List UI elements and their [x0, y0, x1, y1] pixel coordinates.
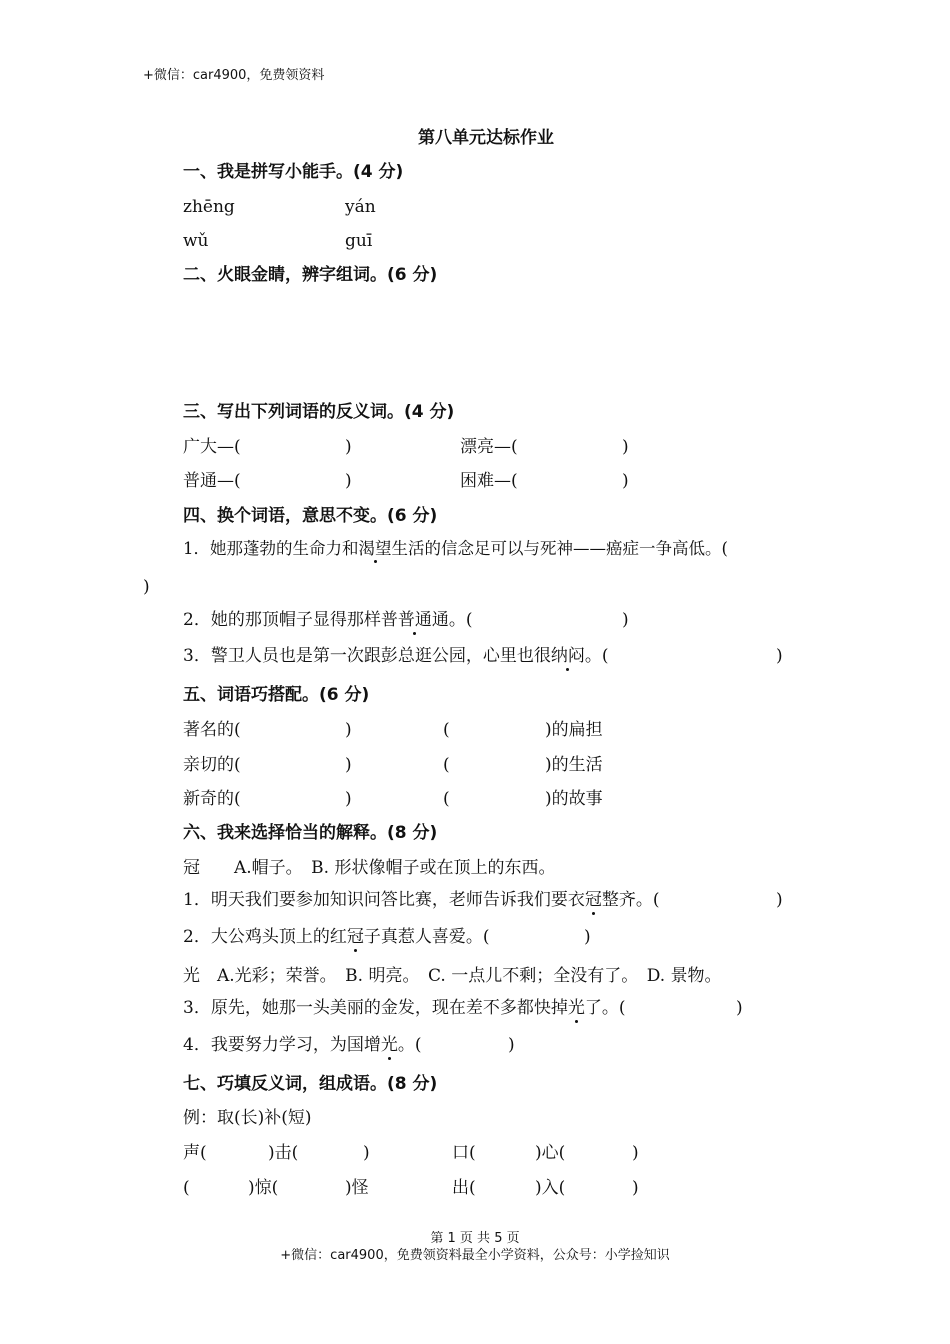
blank-close: ): [345, 755, 352, 775]
match-left: 新奇的(: [183, 789, 241, 809]
idiom-part: 声(: [183, 1143, 207, 1163]
q-text: 1．明天我们要参加知识问答比赛，老师告诉我们要衣: [183, 890, 585, 910]
blank-close: ): [143, 577, 150, 597]
blank-close: ): [345, 789, 352, 809]
blank-close: ): [776, 646, 783, 666]
section-7-heading: 七、巧填反义词，组成语。(8 分): [183, 1074, 438, 1094]
blank-close: ): [508, 1035, 515, 1055]
blank-open: (: [443, 755, 450, 775]
antonym-item: 漂亮—(: [460, 437, 518, 457]
match-left: 亲切的(: [183, 755, 241, 775]
match-right: )的故事: [545, 789, 603, 809]
idiom-part: )入(: [535, 1178, 566, 1198]
blank-close: ): [345, 437, 352, 457]
section-1-heading: 一、我是拼写小能手。(4 分): [183, 162, 404, 182]
page-title: 第八单元达标作业: [418, 128, 554, 148]
q-text: 生活的信念足可以与死神——癌症一争高低。(: [391, 539, 728, 558]
definition-line: 光 A.光彩；荣誉。 B. 明亮。 C. 一点儿不剩；全没有了。 D. 景物。: [183, 966, 722, 986]
q-text: 4．我要努力学习，为国增: [183, 1035, 381, 1055]
blank-close: ): [622, 471, 629, 491]
idiom-part: )击(: [268, 1143, 299, 1163]
idiom-part: ): [363, 1143, 370, 1163]
section-4-heading: 四、换个词语，意思不变。(6 分): [183, 506, 438, 526]
blank-close: ): [736, 998, 743, 1018]
emphasized-word: 普普通通: [380, 610, 449, 630]
question: [183, 539, 728, 559]
idiom-part: )心(: [535, 1143, 566, 1163]
question: [183, 927, 489, 947]
blank-close: ): [345, 471, 352, 491]
antonym-item: 广大—(: [183, 437, 241, 457]
blank-close: ): [584, 927, 591, 947]
antonym-item: 困难—(: [460, 471, 518, 491]
emphasized-word: 光: [380, 1035, 398, 1055]
q-text: 3．警卫人员也是第一次跟彭总逛公园，心里也很: [183, 646, 551, 666]
idiom-part: 出(: [452, 1178, 476, 1198]
match-left: 著名的(: [183, 720, 241, 740]
section-2-heading: 二、火眼金睛，辨字组词。(6 分): [183, 265, 438, 285]
blank-close: ): [622, 437, 629, 457]
q-text: 3．原先，她那一头美丽的金发，现在差不多都快掉: [183, 998, 568, 1018]
emphasized-word: 纳闷: [550, 646, 585, 666]
example-line: 例：取(长)补(短): [183, 1108, 312, 1128]
question: [183, 610, 472, 630]
q-text: 。(: [448, 610, 473, 630]
idiom-part: 口(: [452, 1143, 476, 1163]
pinyin: yán: [345, 197, 376, 217]
section-6-heading: 六、我来选择恰当的解释。(8 分): [183, 823, 438, 843]
page-number: 第 1 页 共 5 页: [430, 1231, 520, 1246]
blank-close: ): [622, 610, 629, 630]
emphasized-word: 冠: [346, 927, 364, 947]
match-right: )的生活: [545, 755, 603, 775]
footer-watermark: +微信：car4900，免费领资料最全小学资料，公众号：小学捡知识: [280, 1248, 670, 1263]
q-text: 了。(: [584, 998, 626, 1018]
idiom-part: (: [183, 1178, 190, 1198]
pinyin: zhēng: [183, 197, 235, 217]
question: [183, 998, 625, 1018]
q-text: 2．大公鸡头顶上的红: [183, 927, 347, 947]
idiom-part: )怪: [345, 1178, 369, 1198]
question: [183, 646, 608, 666]
q-text: 子真惹人喜爱。(: [363, 927, 490, 947]
idiom-part: ): [632, 1143, 639, 1163]
emphasized-word: 冠: [584, 890, 602, 910]
header-watermark: +微信：car4900，免费领资料: [143, 68, 325, 83]
question: [183, 890, 659, 910]
definition-line: 冠 A.帽子。 B. 形状像帽子或在顶上的东西。: [183, 858, 556, 878]
idiom-part: ): [632, 1178, 639, 1198]
blank-open: (: [443, 720, 450, 740]
q-text: 整齐。(: [601, 890, 660, 910]
pinyin: wǔ: [183, 231, 209, 251]
section-5-heading: 五、词语巧搭配。(6 分): [183, 685, 370, 705]
blank-close: ): [345, 720, 352, 740]
q-text: 。(: [397, 1035, 422, 1055]
match-right: )的扁担: [545, 720, 603, 740]
emphasized-word: 渴望: [358, 539, 392, 558]
blank-close: ): [776, 890, 783, 910]
q-text: 1．她那蓬勃的生命力和: [183, 539, 359, 558]
pinyin: guī: [345, 231, 373, 251]
idiom-part: )惊(: [248, 1178, 279, 1198]
q-text: 2．她的那顶帽子显得那样: [183, 610, 381, 630]
question: [183, 1035, 421, 1055]
section-3-heading: 三、写出下列词语的反义词。(4 分): [183, 402, 455, 422]
q-text: 。(: [584, 646, 609, 666]
antonym-item: 普通—(: [183, 471, 241, 491]
blank-open: (: [443, 789, 450, 809]
emphasized-word: 光: [567, 998, 585, 1018]
